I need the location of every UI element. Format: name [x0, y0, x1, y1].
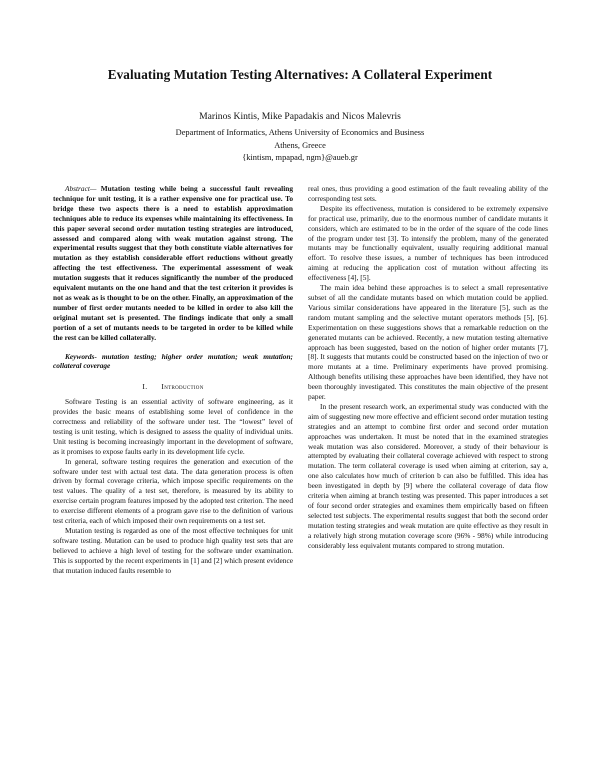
section-number: I.	[142, 382, 148, 392]
section-title: Introduction	[161, 382, 204, 392]
affiliation-department: Department of Informatics, Athens University of Economics and Business	[175, 128, 425, 137]
paper-authors: Marinos Kintis, Mike Papadakis and Nicos Malevris	[199, 111, 401, 122]
keywords: Keywords- mutation testing; higher order mutation; weak mutation; collateral coverage	[53, 351, 293, 371]
affiliation-emails: {kintism, mpapad, ngm}@aueb.gr	[242, 153, 358, 162]
intro-paragraph-2: In general, software testing requires the generation and execution of the software under test with actual test data. The data generation process is often driven by formal coverage criteria, which impose specific requirements on the test values. The quality of a test set, therefore, is measured by its ability to exercise certain program features imposed by the adopted test criterion. The need to exercise different elements of a program gave rise to the definition of various test criteria, each of which imposed their own requirements on a test set.	[53, 456, 293, 526]
right-paragraph-2: Despite its effectiveness, mutation is considered to be extremely expensive for practical use, primarily, due to the enormous number of candidate mutants it considers, which are estimated to be in the order of the square of the code lines of the program under test [3]. To intensify the problem, many of the generated mutants may be functionally equivalent, usually requiring additional manual effort. To resolve these issues, a number of techniques has been introduced aiming at reducing the application cost of mutation without affecting its effectiveness [4], [5].	[308, 203, 548, 283]
intro-paragraph-1: Software Testing is an essential activity of software engineering, as it provides the basic means of establishing some level of confidence in the correctness and reliability of the software under test. The “lowest” level of testing is unit testing, which is designed to assess the quality of individual units. Unit testing is becoming increasingly important in the development of software, as it promises to expose faults early in its development life cycle.	[53, 397, 293, 456]
right-paragraph-3: The main idea behind these approaches is to select a small representative subset of all the candidate mutants based on which mutation could be applied. Various similar considerations have appeared in the literature [5], such as the random mutant sampling and the selective mutant operators methods [5], [6]. Experimentation on these suggestions shows that a remarkable reduction on the generated mutants can be achieved. Recently, a new mutation testing alternative approach has been suggested, based on the notion of higher order mutants [7], [8]. It suggests that mutants could be constructed based on the injection of two or more mutants at a time. Preliminary experiments have proved promising. Although benefits utilising these approaches have been identified, they have not been thoroughly investigated. This constitutes the main objective of the present paper.	[308, 283, 548, 402]
right-paragraph-1: real ones, thus providing a good estimation of the fault revealing ability of the corresponding test sets.	[308, 184, 548, 203]
affiliation-location: Athens, Greece	[274, 141, 326, 150]
right-column	[308, 184, 548, 551]
left-column	[53, 184, 293, 576]
abstract-text: Mutation testing while being a successful fault revealing technique for unit testing, it is a rather expensive one for practical use. To bridge these two aspects there is a need to establish approximation techniques able to reduce its expenses while maintaining its effectiveness. In this paper several second order mutation testing strategies are introduced, assessed and compared along with weak mutation against strong. The experimental results suggest that they both constitute viable alternatives for mutation as they establish considerable effort reductions without greatly affecting the test effectiveness. The experimental assessment of weak mutation suggests that it reduces significantly the number of the produced equivalent mutants on the one hand and that the test criterion it provides is not as weak as is thought to be on the other. Finally, an approximation of the number of first order mutants needed to be killed in order to also kill the original mutant set is presented. The findings indicate that only a small portion of a set of mutants needs to be targeted in order to be killed while the rest can be killed collaterally.	[53, 184, 293, 342]
abstract	[53, 184, 293, 343]
right-paragraph-4: In the present research work, an experimental study was conducted with the aim of suggesting new more effective and efficient second order mutation testing strategies and an attempt to combine first order and second order mutation approaches was undertaken. It must be noted that in the examined strategies weak mutation was also considered. Moreover, a study of their behaviour is attempted by evaluating their collateral coverage achieved with respect to strong mutation. The term collateral coverage is used when aiming at criterion, say a, one also calculates how much of criterion b can also be fulfilled. This idea has been investigated in depth by [9] where the collateral coverage of data flow criteria when aiming at branch testing was presented. This paper introduces a set of four second order strategies and examines them empirically based on fifteen selected test subjects. The experimental results suggest that both the second order mutation testing strategies and weak mutation are quite effective as they result in a relatively high strong mutation coverage score (96% - 98%) while introducing considerably less equivalent mutants compared to strong mutation.	[308, 401, 548, 550]
intro-paragraph-3: Mutation testing is regarded as one of the most effective techniques for unit software testing. Mutation can be used to produce high quality test sets that are believed to achieve a high level of testing for the software under examination. This is supported by the recent experiments in [1] and [2] which present evidence that mutation induced faults resemble to	[53, 526, 293, 575]
abstract-label: Abstract—	[65, 184, 97, 193]
section-heading-introduction	[53, 382, 293, 392]
paper-title: Evaluating Mutation Testing Alternatives: A Collateral Experiment	[107, 67, 493, 82]
